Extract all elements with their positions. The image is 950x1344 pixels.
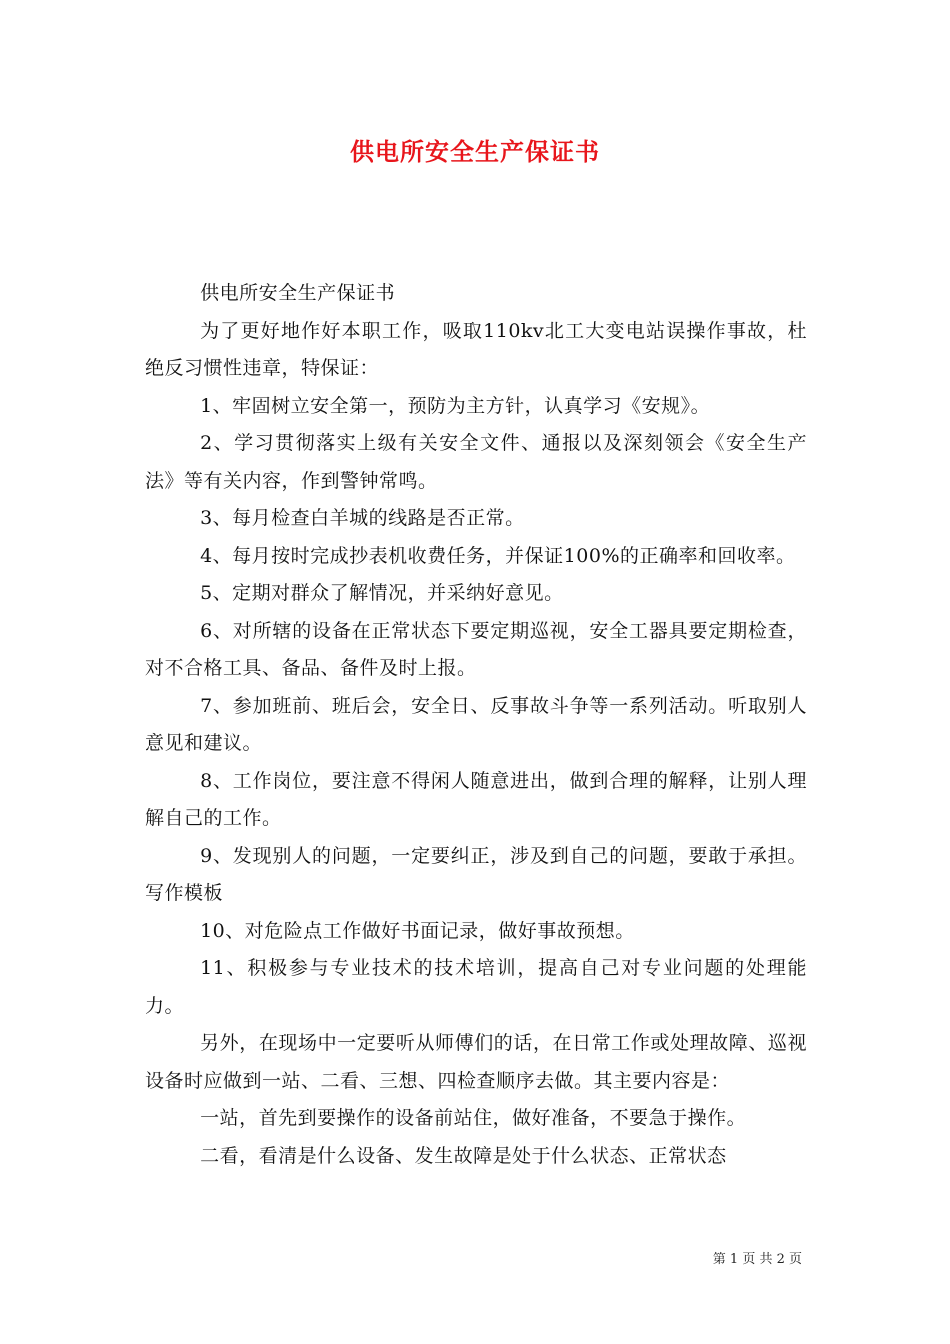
paragraph: 10、对危险点工作做好书面记录，做好事故预想。 xyxy=(200,919,635,942)
paragraph: 5、定期对群众了解情况，并采纳好意见。 xyxy=(200,582,564,604)
paragraph: 3、每月检查白羊城的线路是否正常。 xyxy=(200,507,525,529)
paragraph: 6、对所辖的设备在正常状态下要定期巡视，安全工器具要定期检查，对不合格工具、备品、备件及时上报。 xyxy=(145,619,807,679)
paragraph: 8、工作岗位，要注意不得闲人随意进出，做到合理的解释，让别人理解自己的工作。 xyxy=(145,769,807,829)
paragraph: 2、学习贯彻落实上级有关安全文件、通报以及深刻领会《安全生产法》等有关内容，作到警钟常鸣。 xyxy=(145,432,807,492)
paragraph: 7、参加班前、班后会，安全日、反事故斗争等一系列活动。听取别人意见和建议。 xyxy=(145,694,807,754)
paragraph: 1、牢固树立安全第一，预防为主方针，认真学习《安规》。 xyxy=(200,394,711,417)
paragraph: 一站，首先到要操作的设备前站住，做好准备，不要急于操作。 xyxy=(200,1107,747,1129)
paragraph: 供电所安全生产保证书 xyxy=(200,282,396,304)
paragraph: 另外，在现场中一定要听从师傅们的话，在日常工作或处理故障、巡视设备时应做到一站、二看、三想、四检查顺序去做。其主要内容是： xyxy=(145,1032,807,1092)
document-body xyxy=(145,275,807,1175)
page-number: 第 1 页 共 2 页 xyxy=(712,1252,802,1267)
paragraph: 9、发现别人的问题，一定要纠正，涉及到自己的问题，要敢于承担。写作模板 xyxy=(145,844,807,904)
paragraph: 4、每月按时完成抄表机收费任务，并保证100%的正确率和回收率。 xyxy=(200,544,796,567)
paragraph: 二看，看清是什么设备、发生故障是处于什么状态、正常状态 xyxy=(200,1144,727,1167)
document-title: 供电所安全生产保证书 xyxy=(350,137,600,166)
paragraph: 11、积极参与专业技术的技术培训，提高自己对专业问题的处理能力。 xyxy=(145,957,807,1017)
paragraph: 为了更好地作好本职工作，吸取110kv北工大变电站误操作事故，杜绝反习惯性违章，特保证： xyxy=(145,319,807,379)
